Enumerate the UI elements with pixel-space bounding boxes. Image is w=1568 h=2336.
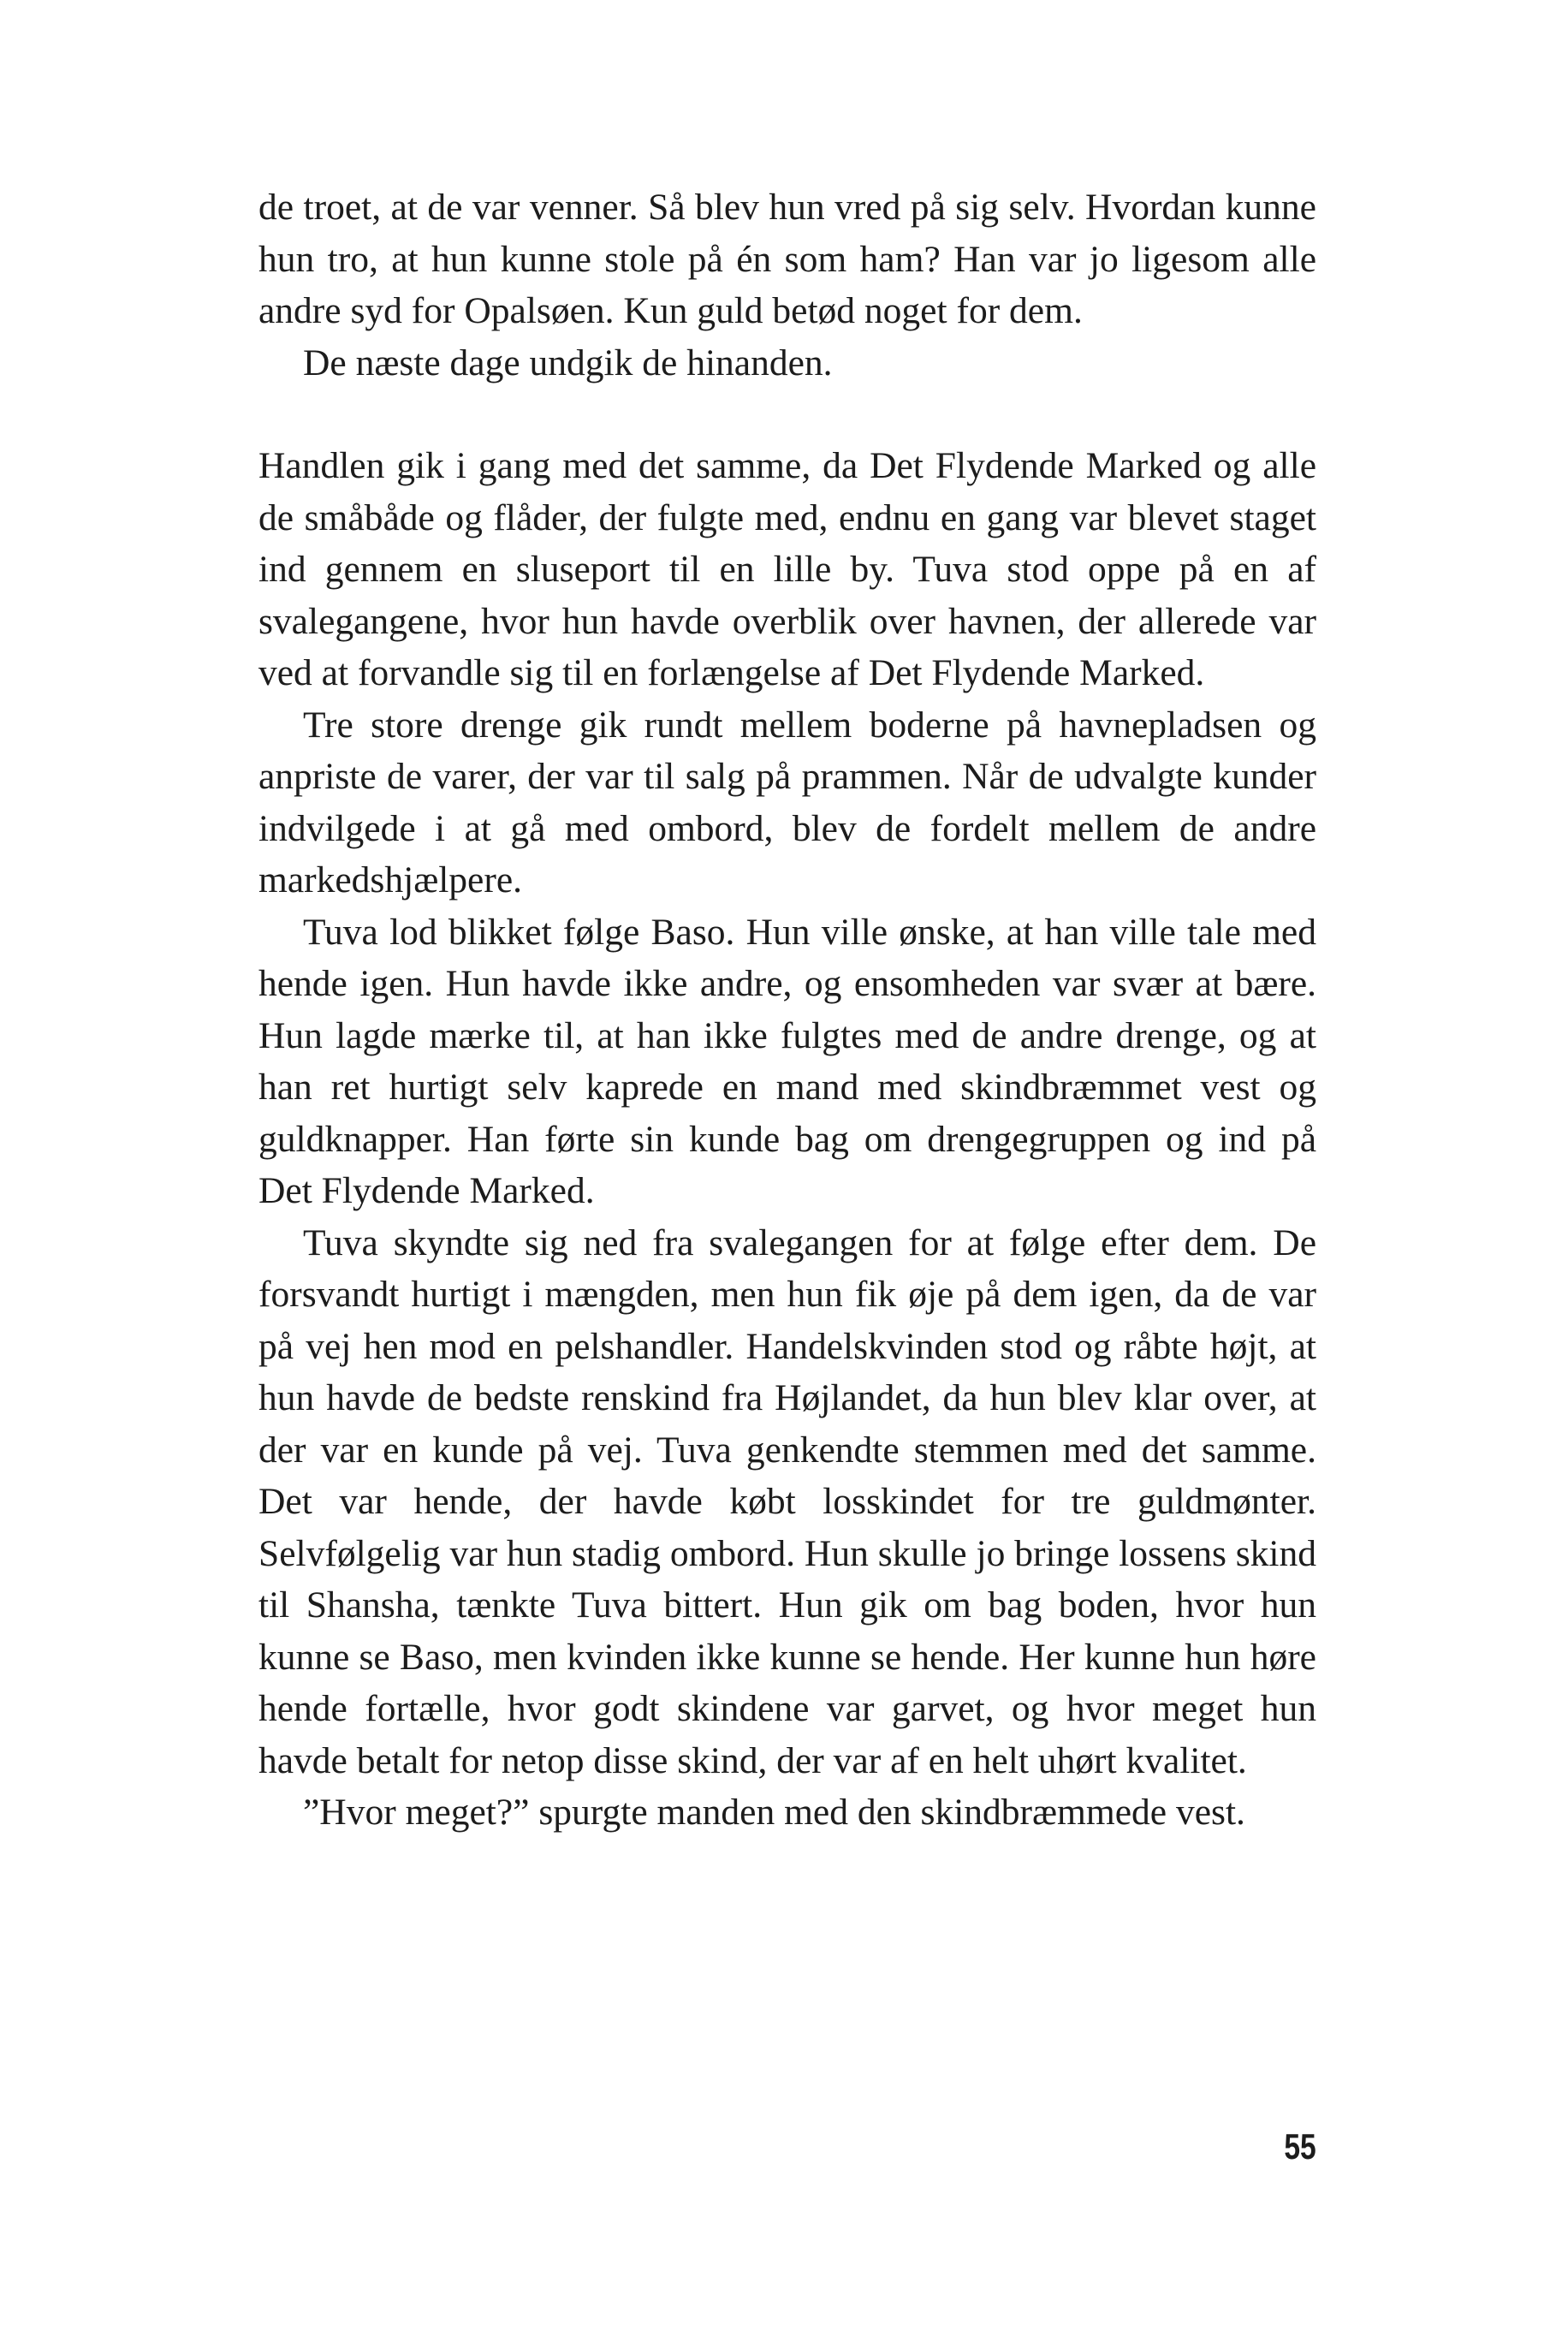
body-text: [258, 181, 1316, 1839]
paragraph: Tuva lod blikket følge Baso. Hun ville ønske, at han ville tale med hende igen. Hun havde ikke andre, og ensomheden var svær at bære. Hun lagde mærke til, at han ikke fulgtes med de andre drenge, og at han ret hurtigt selv kaprede en mand med skindbræmmet vest og guldknapper. Han førte sin kunde bag om drengegruppen og ind på Det Flydende Marked.: [258, 911, 1316, 1211]
paragraph-continued: de troet, at de var venner. Så blev hun vred på sig selv. Hvordan kunne hun tro, at hun kunne stole på én som ham? Han var jo ligesom alle andre syd for Opalsøen. Kun guld betød noget for dem.: [258, 187, 1316, 331]
paragraph: Tuva skyndte sig ned fra svalegangen for at følge efter dem. De forsvandt hurtigt i mængden, men hun fik øje på dem igen, da de var på vej hen mod en pelshandler. Handelskvinden stod og råbte højt, at hun havde de bedste renskind fra Højlandet, da hun blev klar over, at der var en kunde på vej. Tuva genkendte stemmen med det samme. Det var hende, der havde købt losskindet for tre guldmønter. Selvfølgelig var hun stadig ombord. Hun skulle jo bringe lossens skind til Shansha, tænkte Tuva bittert. Hun gik om bag boden, hvor hun kunne se Baso, men kvinden ikke kunne se hende. Her kunne hun høre hende fortælle, hvor godt skindene var garvet, og hvor meget hun havde betalt for netop disse skind, der var af en helt uhørt kvalitet.: [258, 1221, 1317, 1781]
paragraph: ”Hvor meget?” spurgte manden med den skindbræmmede vest.: [303, 1792, 1245, 1833]
page-number: 55: [1284, 2126, 1316, 2167]
paragraph-section-start: Handlen gik i gang med det samme, da Det Flydende Marked og alle de småbåde og flåder, der fulgte med, endnu en gang var blevet staget ind gennem en sluseport til en lille by. Tuva stod oppe på en af svalegangene, hvor hun havde overblik over havnen, der allerede var ved at forvandle sig til en forlængelse af Det Flydende Marked.: [258, 445, 1316, 693]
paragraph: De næste dage undgik de hinanden.: [303, 342, 833, 383]
paragraph: Tre store drenge gik rundt mellem boderne på havnepladsen og anpriste de varer, der var til salg på prammen. Når de udvalgte kunder indvilgede i at gå med ombord, blev de fordelt mellem de andre markedshjælpere.: [258, 704, 1316, 901]
